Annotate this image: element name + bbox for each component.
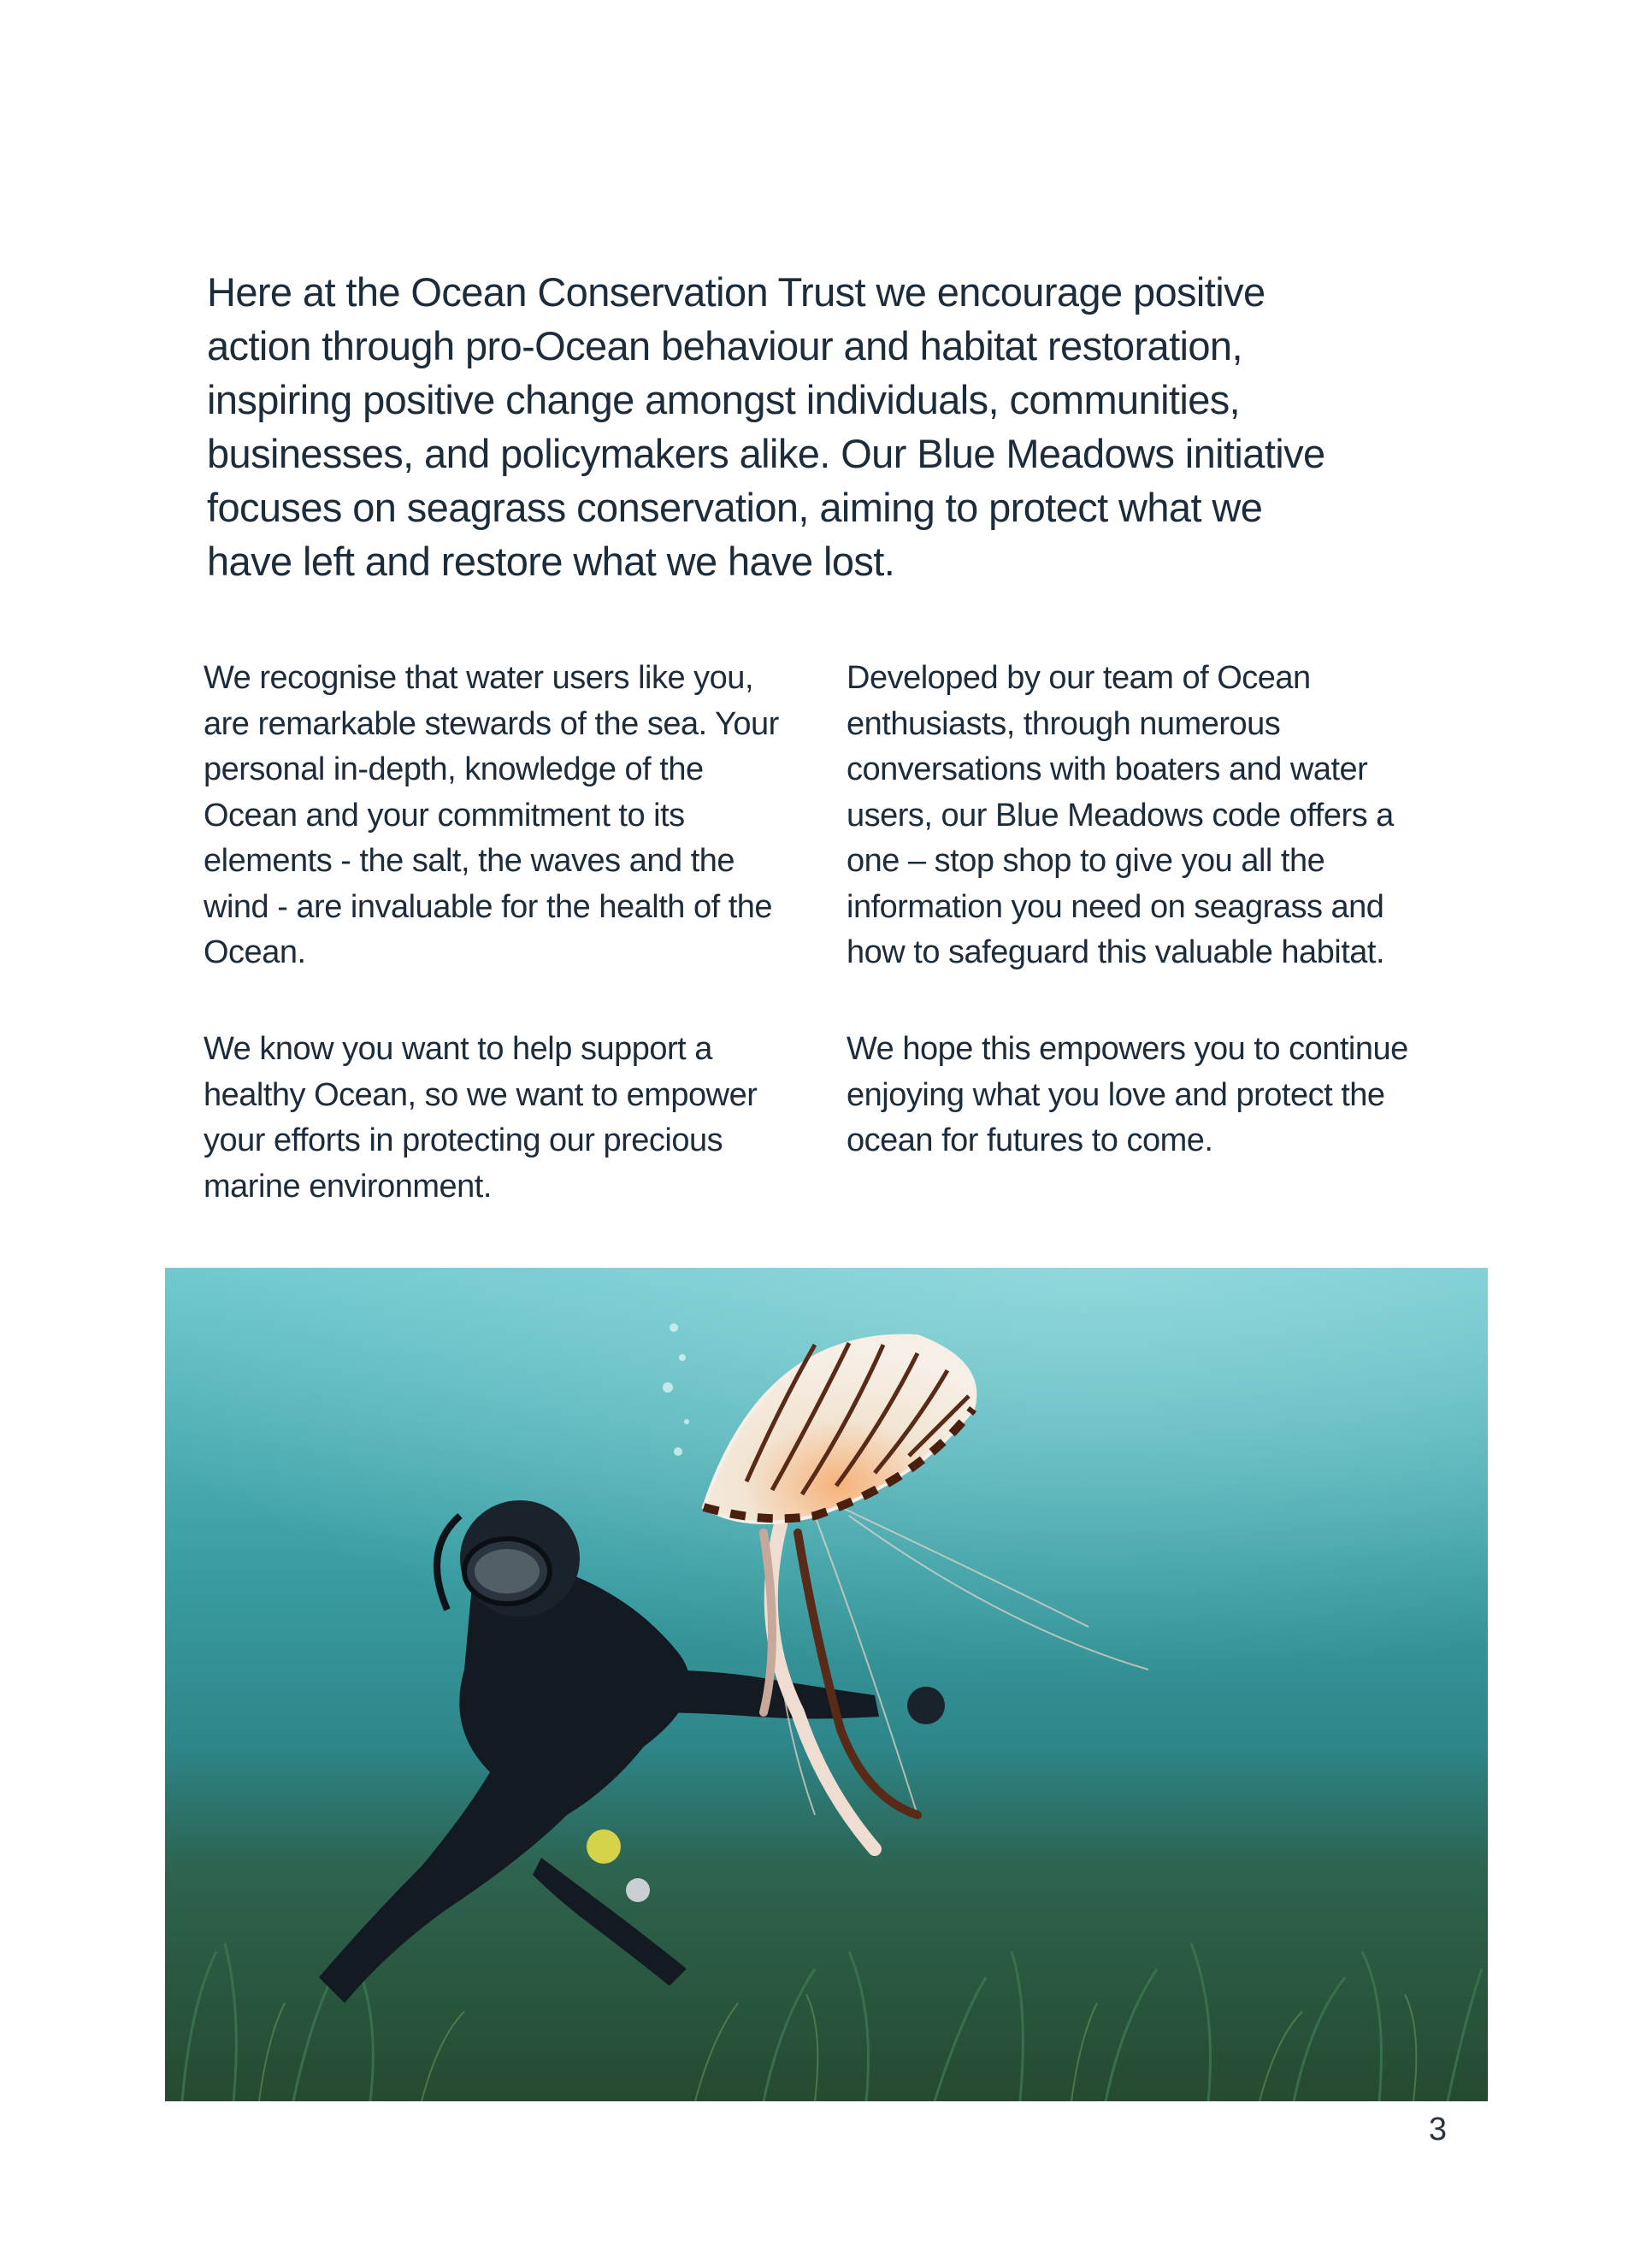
left-column-paragraph-2: We know you want to help support a healthy Ocean, so we want to empower your efforts in protecting our precious marine environment. — [204, 1031, 758, 1205]
right-column-paragraph-1: Developed by our team of Ocean enthusiasts, through numerous conversations with boaters and water users, our Blue Meadows code offers a one – stop shop to give you all the information you need on seagrass and how to safeguard this valuable habitat. — [847, 660, 1394, 970]
left-column-paragraph-1: We recognise that water users like you, are remarkable stewards of the sea. Your personal in-depth, knowledge of the Ocean and your commitment to its elements - the salt, the waves and the wind - are invaluable for the health of the Ocean. — [204, 660, 779, 970]
right-column-paragraph-2: We hope this empowers you to continue enjoying what you love and protect the ocean for futures to come. — [847, 1031, 1408, 1158]
underwater-photo-illustration — [165, 1268, 1488, 2101]
diver-jellyfish-photo — [165, 1268, 1488, 2101]
page-number: 3 — [1428, 2112, 1447, 2147]
seagrass-bed — [165, 1747, 1488, 2101]
intro-paragraph: Here at the Ocean Conservation Trust we encourage positive action through pro-Ocean behaviour and habitat restoration, inspiring positive change amongst individuals, communities, businesses, and policymakers alike. Our Blue Meadows initiative focuses on seagrass conservation, aiming to protect what we have left and restore what we have lost. — [207, 269, 1325, 584]
